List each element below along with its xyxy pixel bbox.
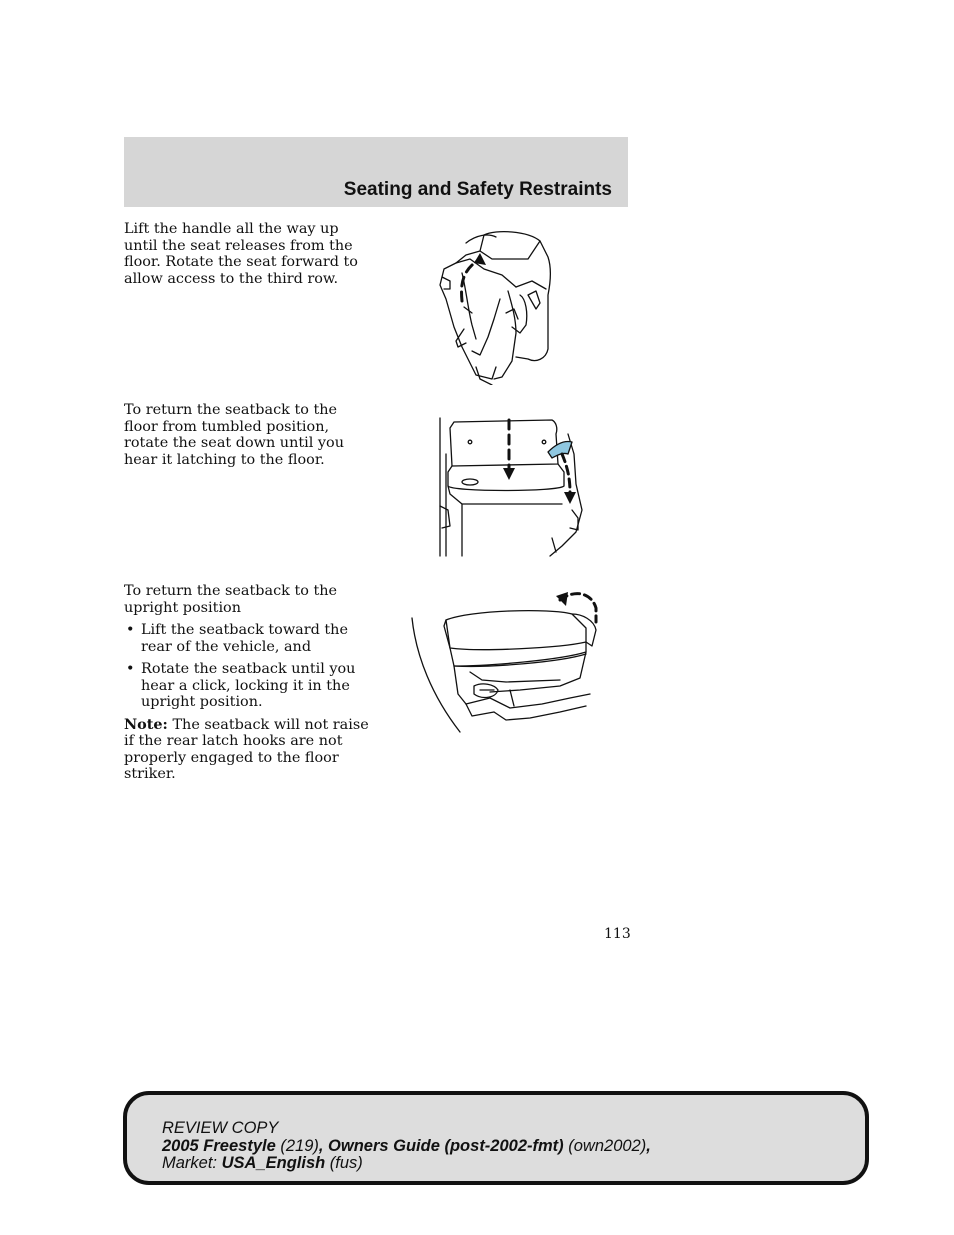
section-header-band (124, 137, 628, 207)
footer-model: 2005 Freestyle (162, 1136, 276, 1155)
instruction-text: To return the seatback to the floor from tumbled position, rotate the seat down until you hear it latching to the floor. (124, 402, 344, 468)
footer-text (162, 1120, 651, 1173)
footer-market-code: (fus) (325, 1154, 363, 1172)
section-title: Seating and Safety Restraints (343, 179, 612, 200)
seatback-upright-illustration (410, 586, 602, 734)
list-item: • Rotate the seatback until you hear a click, locking it in the upright position. (124, 661, 372, 711)
footer-model-code: (219) (275, 1136, 319, 1155)
instruction-steps (124, 622, 372, 711)
instruction-block-2 (124, 402, 372, 474)
note-paragraph (124, 717, 372, 783)
instruction-text: Lift the handle all the way up until the seat releases from the floor. Rotate the seat forward to allow access to the third row. (124, 221, 358, 287)
instruction-intro: To return the seatback to the upright position (124, 583, 338, 616)
footer-market: USA_English (221, 1154, 326, 1172)
note-text: The seatback will not raise if the rear latch hooks are not properly engaged to the floor striker. (124, 716, 369, 782)
seat-tumble-illustration (436, 229, 554, 385)
review-copy-footer (123, 1091, 869, 1185)
footer-market-line (162, 1155, 651, 1173)
footer-guide: , Owners Guide (post-2002-fmt) (318, 1136, 564, 1155)
review-copy-label: REVIEW COPY (162, 1119, 279, 1137)
list-item: • Lift the seatback toward the rear of the vehicle, and (124, 622, 372, 655)
footer-model-line (162, 1138, 651, 1156)
page-number: 113 (604, 926, 631, 942)
instruction-block-3 (124, 583, 372, 789)
instruction-block-1 (124, 221, 372, 293)
note-label: Note: (124, 715, 168, 733)
seat-return-illustration (432, 414, 588, 560)
footer-market-label: Market: (162, 1154, 222, 1172)
footer-guide-code: (own2002) (563, 1136, 647, 1155)
footer-comma: , (646, 1136, 651, 1155)
